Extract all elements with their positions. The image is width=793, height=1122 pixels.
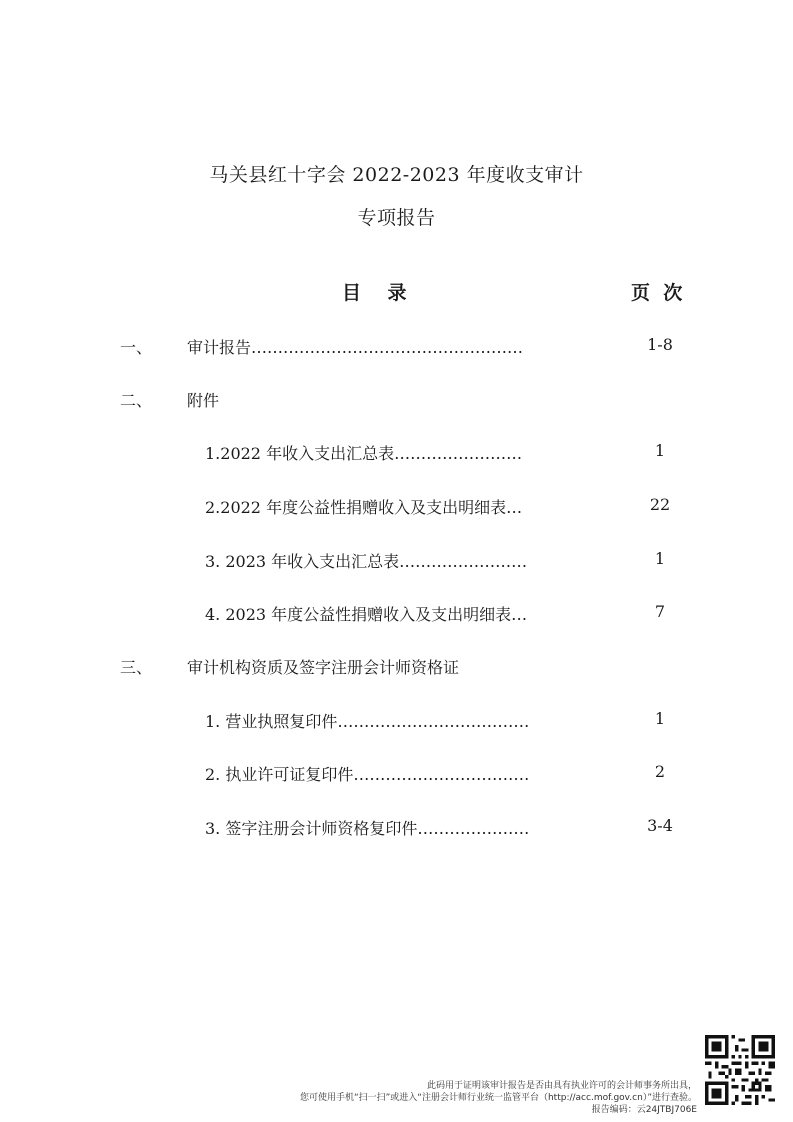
verification-note-line2: 您可使用手机“扫一扫”或进入“注册会计师行业统一监管平台（http://acc.mof.gov.cn）”进行查验。	[299, 1093, 697, 1103]
toc-item[interactable]: 4. 2023 年度公益性捐赠收入及支出明细表…	[205, 605, 528, 624]
report-title-line2: 专项报告	[357, 207, 436, 229]
toc-item[interactable]: 3. 签字注册会计师资格复印件…………………	[205, 819, 530, 838]
qr-code-icon[interactable]	[705, 1035, 775, 1105]
section-number: 二、	[120, 391, 153, 410]
toc-entry-audit-report[interactable]: 审计报告……………………………………………	[187, 338, 524, 357]
toc-page-number: 1-8	[647, 335, 673, 354]
toc-page-number: 1	[654, 441, 666, 460]
report-title-line1: 马关县红十字会 2022-2023 年度收支审计	[209, 164, 584, 186]
toc-page-number: 1	[654, 549, 666, 568]
toc-item[interactable]: 3. 2023 年收入支出汇总表……………………	[205, 552, 528, 571]
toc-item[interactable]: 1. 营业执照复印件………………………………	[205, 712, 530, 731]
toc-page-number: 1	[654, 709, 666, 728]
toc-page-number: 22	[649, 495, 671, 514]
verification-note-line1: 此码用于证明该审计报告是否由具有执业许可的会计师事务所出具，	[426, 1081, 697, 1091]
report-code: 报告编码：云24JTBJ706E	[591, 1105, 697, 1115]
toc-item[interactable]: 2.2022 年度公益性捐赠收入及支出明细表…	[205, 498, 523, 517]
toc-entry-attachments[interactable]: 附件	[187, 391, 220, 410]
section-number: 三、	[120, 658, 153, 677]
page-number-heading: 页 次	[631, 282, 683, 304]
section-number: 一、	[120, 338, 153, 357]
toc-page-number: 2	[654, 762, 666, 781]
toc-page-number: 3-4	[647, 816, 673, 835]
contents-heading: 目 录	[342, 282, 407, 304]
toc-page-number: 7	[654, 602, 666, 621]
toc-entry-qualifications[interactable]: 审计机构资质及签字注册会计师资格证	[187, 658, 460, 677]
toc-item[interactable]: 1.2022 年收入支出汇总表……………………	[205, 444, 523, 463]
toc-item[interactable]: 2. 执业许可证复印件……………………………	[205, 765, 530, 784]
